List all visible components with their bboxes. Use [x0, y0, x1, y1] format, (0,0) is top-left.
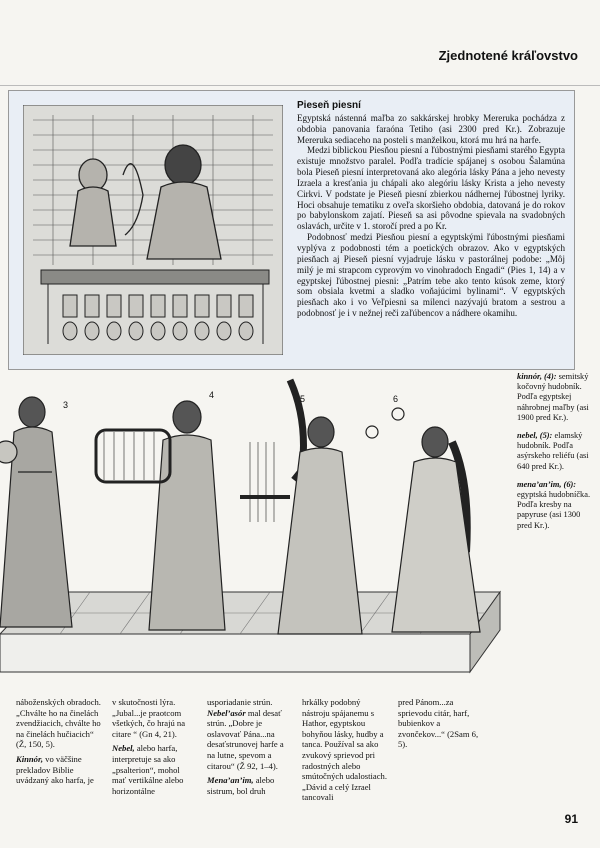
box-paragraph: Podobnosť medzi Piesňou piesní a egyptskými ľúbostnými piesňami vyplýva z podobnosti tém a poetických obrazov. Ako v egyptských piesňach aj Pieseň piesní vyjadruje lásku v pastorálnej podobe: „Môj milý je mi strapcom cyprovým vo vinohradoch Engadi“ (Pies 1, 14) a v egyptskej ľúbostnej piesni: „Patrím tebe ako tento kúsok zeme, ktorý som obsiala kvetmi a sladko voňajúcimi bylinami“. V egyptských piesňach ako i vo Veľpiesni sa milenci nazývajú bratom a sestrou a podobnosť je i v nežnej reči zaľúbencov a nádhere okamihu.: [297, 232, 565, 319]
column: [112, 697, 196, 796]
figure-number: 5: [300, 394, 306, 404]
column: [207, 697, 293, 796]
caption-text: semitský kočovný hudobník. Podľa egyptskej náhrobnej maľby (asi 1900 pred Kr.).: [517, 372, 589, 422]
song-of-songs-box: [8, 90, 575, 370]
caption-text: elamský hudobník. Podľa asýrskeho reliéfu (asi 640 pred Kr.).: [517, 431, 589, 471]
column-text: [16, 754, 104, 786]
egyptian-wall-painting: [23, 105, 283, 355]
column: [16, 697, 104, 786]
figure-number: 4: [209, 390, 215, 400]
caption: [517, 480, 595, 531]
box-paragraph: Egyptská nástenná maľba zo sakkárskej hrobky Mereruka pochádza z obdobia panovania faraóna Tetiho (asi 2300 pred Kr.). Zobrazuje Mereruka sediaceho na posteli s manželkou, ktorá mu hrá na harfe.: [297, 112, 565, 145]
column-text-run: mal desať strún. „Dobre je oslavovať Pána...na desaťstrunovej harfe a na lutne, spevom a citarou“ (Ž 92, 1–4).: [207, 707, 284, 771]
column: [302, 697, 390, 803]
column-text-run: vo väčšine prekladov Biblie uvádzaný ako harfa, je: [16, 753, 94, 786]
musicians-drawing: [0, 372, 510, 682]
column-term: Mena’an’im,: [207, 775, 254, 786]
column-text: [207, 697, 293, 771]
header-rule: [0, 85, 600, 86]
column-text: [112, 743, 196, 796]
caption-text: egyptská hudobníčka. Podľa kresby na papyruse (asi 1300 pred Kr.).: [517, 490, 591, 530]
box-paragraph: Medzi biblickou Piesňou piesní a ľúbostnými piesňami starého Egypta existuje množstvo paralel. Podľa tradície spájanej s osobou Šalamúna bola Pieseň piesní interpretovaná ako alegória lásky Pána a jeho nevesty Izraela a kresťania ju chápali ako alegóriu lásky Krista a jeho nevesty Cirkvi. V podstate je Pieseň piesní zbierkou nádhernej ľúbostnej lyriky. Hoci obsahuje tematiku z oveľa skoršieho obdobia, datovaná je do rokov po babylonskom zajatí. Pieseň sa asi pôvodne spievala na svadobných oslavách, určite v 1. storočí pred a po Kr.: [297, 145, 565, 232]
box-title: Pieseň piesní: [297, 100, 361, 111]
box-text: [297, 101, 565, 319]
column-text-run: alebo harfa, interpretuje sa ako „psalterion“, mohol mať vertikálne alebo horizontálne: [112, 743, 184, 796]
column-text-run: usporiadanie strún.: [207, 697, 273, 707]
caption: [517, 431, 595, 472]
figure-number: 6: [393, 394, 399, 404]
caption: [517, 372, 595, 423]
column-text: v skutočnosti lýra. „Jubal...je praotcom všetkých, čo hrajú na citare “ (Gn 4, 21).: [112, 697, 186, 739]
figure-captions: [517, 372, 595, 539]
column-text: náboženských obradoch. „Chválte ho na činelách zvendžiacich, chválte ho na činelách hučiacich“ (Ž, 150, 5).: [16, 697, 101, 750]
caption-term: kinnór, (4):: [517, 372, 557, 381]
running-title: Zjednotené kráľovstvo: [438, 48, 578, 63]
caption-term: mena’an’im, (6):: [517, 479, 577, 489]
column: [398, 697, 482, 750]
column-text: pred Pánom...za sprievodu citár, harf, bubienkov a zvončekov...“ (2Sam 6, 5).: [398, 697, 479, 750]
caption-term: nebel, (5):: [517, 431, 553, 441]
column-text-run: alebo sistrum, bol druh: [207, 775, 275, 796]
column-term: Nebel’asór: [207, 707, 246, 718]
column-term: Kinnór,: [16, 753, 43, 764]
figure-number: 3: [63, 400, 69, 410]
column-text: [207, 775, 293, 796]
musicians-illustration: [0, 372, 510, 682]
column-term: Nebel,: [112, 743, 135, 754]
column-text: hrkálky podobný nástroju spájanemu s Hathor, egyptskou bohyňou lásky, hudby a tanca. Používal sa ako zvukový sprievod pri radostných alebo smútočných udalostiach. „Dávid a celý Izrael tancovali: [302, 697, 387, 803]
page-number: 91: [564, 812, 578, 826]
